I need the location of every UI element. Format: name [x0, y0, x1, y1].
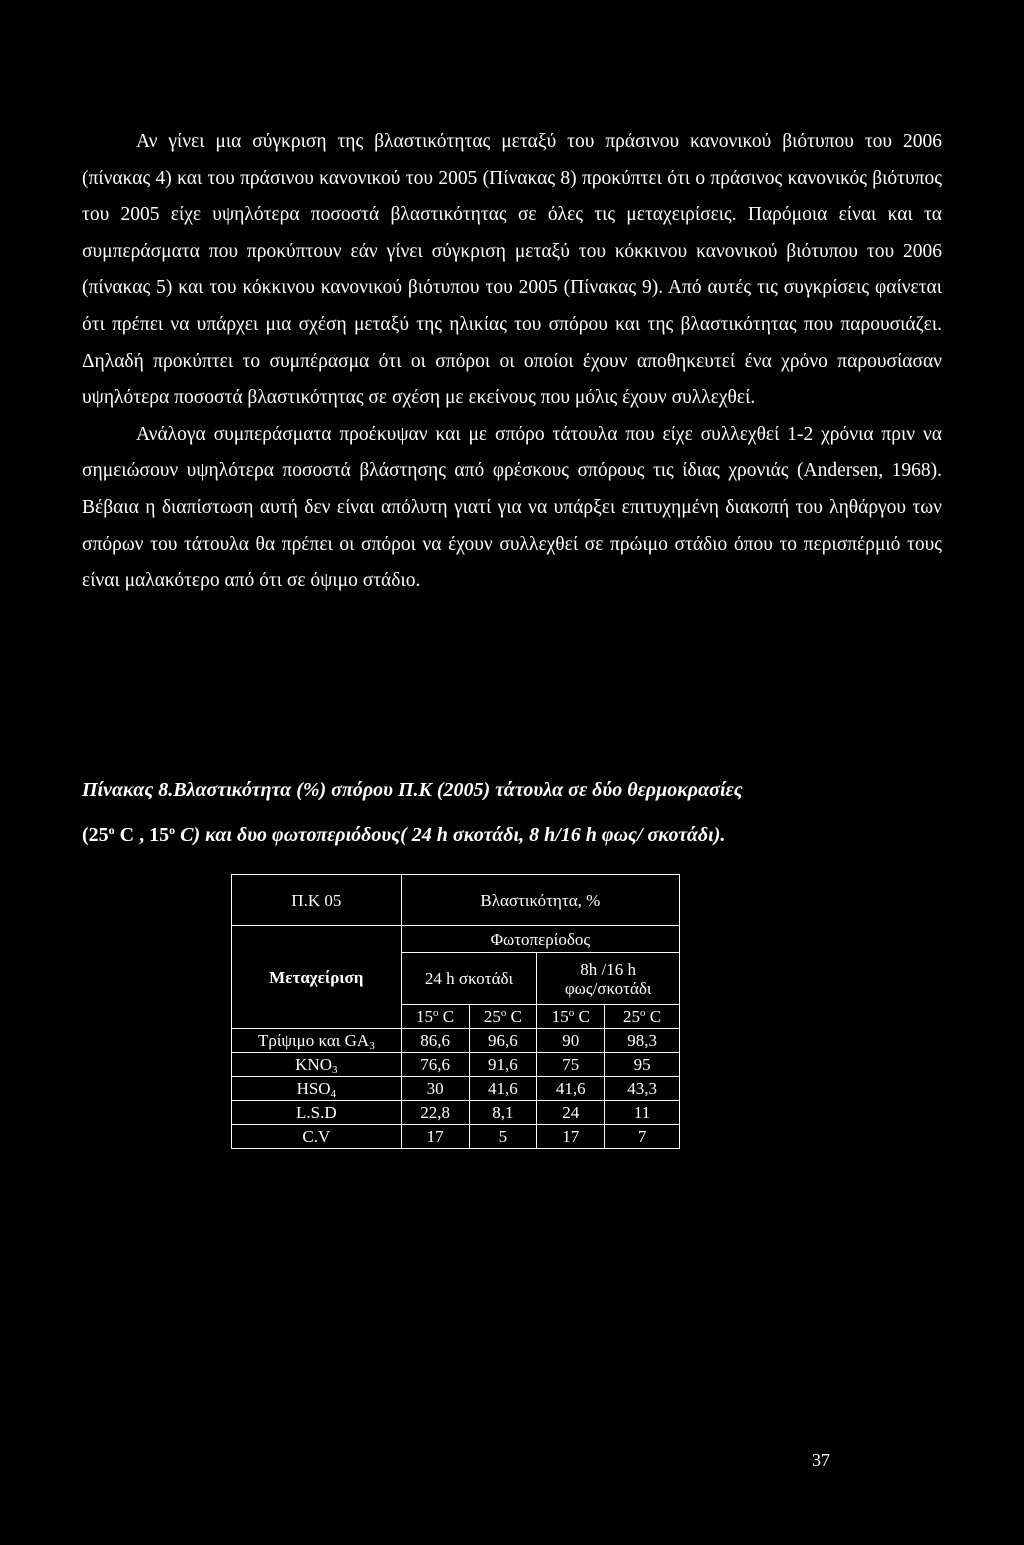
value-cell: 98,3 — [605, 1029, 680, 1053]
group-label-cell: Π.Κ 05 — [232, 875, 402, 926]
value-cell: 22,8 — [401, 1101, 469, 1125]
metric-label-cell: Βλαστικότητα, % — [401, 875, 679, 926]
table-title-row — [232, 875, 680, 926]
value-cell: 43,3 — [605, 1077, 680, 1101]
photoperiod-light-dark-cell — [537, 953, 680, 1005]
value-cell: 96,6 — [469, 1029, 537, 1053]
row-label-cell: $HSO_4$ — [232, 1077, 402, 1101]
table-row — [232, 1053, 680, 1077]
row-label-cell: C.V — [232, 1125, 402, 1149]
page-number: 37 — [812, 1450, 830, 1470]
body-text — [82, 124, 942, 600]
caption-label: Πίνακας 8. — [82, 779, 174, 801]
germination-table — [231, 874, 680, 1149]
temp-header-cell: $15^o$ C — [401, 1005, 469, 1029]
row-label-cell: $KNO_3$ — [232, 1053, 402, 1077]
paragraph-2: Ανάλογα συμπεράσματα προέκυψαν και με σπόρο τάτουλα που είχε συλλεχθεί 1-2 χρόνια πριν να σημειώσουν υψηλότερα ποσοστά βλάστησης από φρέσκους σπόρους τις ίδιας χρονιάς (Andersen, 1968). Βέβαια η διαπίστωση αυτή δεν είναι απόλυτη γιατί για να υπάρξει επιτυχημένη διακοπή του ληθάργου των σπόρων του τάτουλα θα πρέπει οι σπόροι να έχουν συλλεχθεί σε πρώιμο στάδιο όπου το περισπέρμιό τους είναι μαλακότερο από ότι σε όψιμο στάδιο. — [82, 423, 942, 592]
value-cell: 30 — [401, 1077, 469, 1101]
value-cell: 41,6 — [537, 1077, 605, 1101]
paragraph-1: Αν γίνει μια σύγκριση της βλαστικότητας μεταξύ του πράσινου κανονικού βιότυπου του 2006 (πίνακας 4) και του πράσινου κανονικού του 2005 (Πίνακας 8) προκύπτει ότι ο πράσινος κανονικός βιότυπος του 2005 είχε υψηλότερα ποσοστά βλαστικότητας σε όλες τις μεταχειρίσεις. Παρόμοια είναι και τα συμπεράσματα που προκύπτουν εάν γίνει σύγκριση μεταξύ του κόκκινου κανονικού βιότυπου του 2006 (πίνακας 5) και του κόκκινου κανονικού βιότυπου του 2005 (Πίνακας 9). Από αυτές τις συγκρίσεις φαίνεται ότι πρέπει να υπάρχει μια σχέση μεταξύ της ηλικίας του σπόρου και της βλαστικότητας που παρουσιάζει. Δηλαδή προκύπτει το συμπέρασμα ότι οι σπόροι οι οποίοι έχουν αποθηκευτεί ένα χρόνο παρουσίασαν υψηλότερα ποσοστά βλαστικότητας σε σχέση με εκείνους που μόλις έχουν συλλεχθεί. — [82, 131, 942, 409]
caption-text-line-2 — [82, 824, 175, 846]
row-label-cell: L.S.D — [232, 1101, 402, 1125]
value-cell: 75 — [537, 1053, 605, 1077]
table-row — [232, 1125, 680, 1149]
table-row — [232, 1101, 680, 1125]
value-cell: 17 — [537, 1125, 605, 1149]
table-row — [232, 1077, 680, 1101]
caption-temp-2: C , 15 — [114, 824, 170, 846]
degree-mark: ο — [169, 823, 176, 837]
table-caption — [82, 768, 942, 858]
temp-header-cell: $25^o$ C — [469, 1005, 537, 1029]
value-cell: 91,6 — [469, 1053, 537, 1077]
value-cell: 95 — [605, 1053, 680, 1077]
value-cell: 41,6 — [469, 1077, 537, 1101]
photoperiod-dark-cell: 24 h σκοτάδι — [401, 953, 537, 1005]
photoperiod-light-dark-line-1: 8h /16 h — [580, 959, 637, 979]
caption-temp-1: (25 — [82, 824, 109, 846]
value-cell: 5 — [469, 1125, 537, 1149]
value-cell: 11 — [605, 1101, 680, 1125]
photoperiod-header-cell: Φωτοπερίοδος — [401, 926, 679, 953]
value-cell: 8,1 — [469, 1101, 537, 1125]
temp-header-cell: $25^o$ C — [605, 1005, 680, 1029]
value-cell: 86,6 — [401, 1029, 469, 1053]
value-cell: 17 — [401, 1125, 469, 1149]
temp-header-cell: $15^o$ C — [537, 1005, 605, 1029]
treatment-header-cell: Μεταχείριση — [232, 926, 402, 1029]
row-label-cell: Τρίψιμο και $GA_3$ — [232, 1029, 402, 1053]
caption-text-line-1: Βλαστικότητα (%) σπόρου Π.Κ (2005) τάτουλα σε δύο θερμοκρασίες — [173, 779, 743, 801]
degree-mark: ο — [108, 823, 115, 837]
value-cell: 90 — [537, 1029, 605, 1053]
table-row — [232, 1029, 680, 1053]
value-cell: 76,6 — [401, 1053, 469, 1077]
photoperiod-light-dark-line-2: φως/σκοτάδι — [564, 978, 652, 998]
value-cell: 24 — [537, 1101, 605, 1125]
caption-text-line-2-rest: C) και δυο φωτοπεριόδους( 24 h σκοτάδι, 8 h/16 h φως/ σκοτάδι). — [175, 824, 726, 846]
value-cell: 7 — [605, 1125, 680, 1149]
photoperiod-header-row — [232, 926, 680, 953]
